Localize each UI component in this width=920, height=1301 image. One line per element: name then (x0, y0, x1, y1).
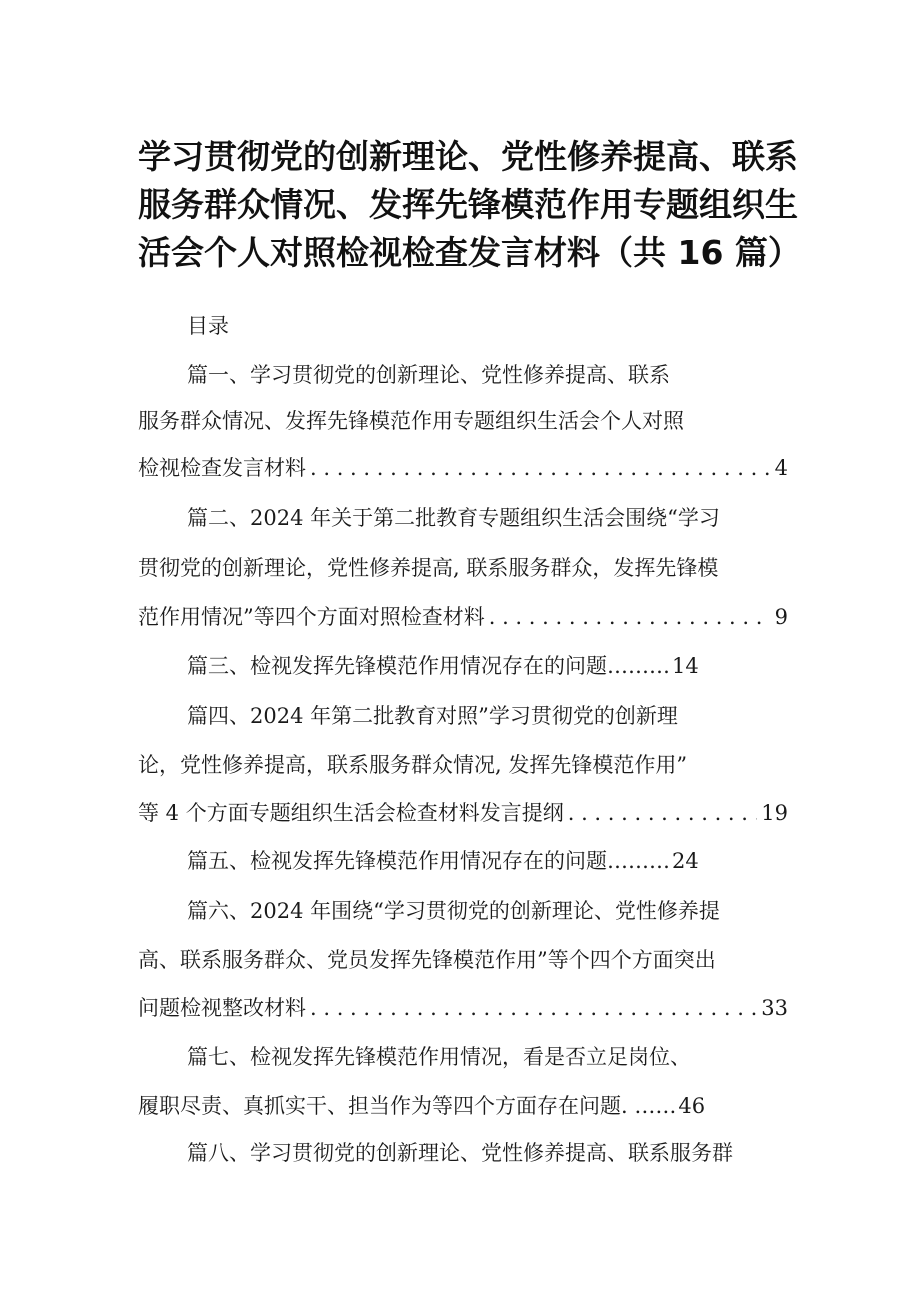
leader-dots (489, 602, 771, 632)
toc-entry-2-line-3[interactable]: 范作用情况”等四个方面对照检查材料 . . . 9 (138, 602, 788, 632)
toc-entry-1-line-3[interactable]: 检视检查发言材料 . . . 4 (138, 453, 788, 483)
toc-entry-4-line-3[interactable]: 等 4 个方面专题组织生活会检查材料发言提纲 . . . 19 (138, 798, 788, 828)
toc-entry-1-line-2: 服务群众情况、发挥先锋模范作用专题组织生活会个人对照 (138, 409, 684, 433)
toc-entry-4-line-1: 篇四、2024 年第二批教育对照”学习贯彻党的创新理 (187, 704, 678, 728)
leader-dots (310, 993, 757, 1023)
toc-entry-5[interactable]: 篇五、检视发挥先锋模范作用情况存在的问题……… 24 (187, 846, 788, 876)
document-title (138, 133, 801, 277)
toc-entry-7-line-1: 篇七、检视发挥先锋模范作用情况，看是否立足岗位、 (187, 1045, 691, 1069)
title-line: 学习贯彻党的创新理论、党性修养提高、联系 (138, 137, 798, 176)
toc-page-number: 46 (678, 1094, 706, 1118)
toc-page-number: 4 (774, 456, 788, 480)
toc-page-number: 14 (672, 654, 699, 678)
title-line: 活会个人对照检视检查发言材料（共 16 篇） (138, 233, 801, 272)
toc-entry-4-line-2: 论，党性修养提高，联系服务群众情况, 发挥先锋模范作用” (138, 753, 688, 777)
toc-entry-6-line-3[interactable]: 问题检视整改材料 . . . 33 (138, 993, 788, 1023)
toc-entry-8-line-1[interactable]: 篇八、学习贯彻党的创新理论、党性修养提高、联系服务群 (187, 1141, 733, 1165)
toc-page-number: 33 (761, 996, 788, 1020)
leader-dots (310, 453, 771, 483)
leader-dots (568, 798, 758, 828)
toc-entry-7-line-2[interactable]: 履职尽责、真抓实干、担当作为等四个方面存在问题. …… 46 (138, 1091, 788, 1121)
toc-entry-2-line-2: 贯彻党的创新理论，党性修养提高, 联系服务群众，发挥先锋模 (138, 556, 719, 580)
toc-page-number: 19 (761, 801, 788, 825)
title-line: 服务群众情况、发挥先锋模范作用专题组织生 (138, 185, 798, 224)
toc-entry-2-line-1: 篇二、2024 年关于第二批教育专题组织生活会围绕“学习 (187, 506, 720, 530)
toc-heading: 目录 (187, 314, 229, 338)
toc-entry-6-line-1: 篇六、2024 年围绕“学习贯彻党的创新理论、党性修养提 (187, 899, 720, 923)
toc-page-number: 24 (672, 849, 699, 873)
toc-entry-1-line-1: 篇一、学习贯彻党的创新理论、党性修养提高、联系 (187, 363, 670, 387)
toc-entry-3[interactable]: 篇三、检视发挥先锋模范作用情况存在的问题……… 14 (187, 651, 788, 681)
toc-page-number: 9 (774, 605, 788, 629)
toc-entry-6-line-2: 高、联系服务群众、党员发挥先锋模范作用”等个四个方面突出 (138, 948, 716, 972)
